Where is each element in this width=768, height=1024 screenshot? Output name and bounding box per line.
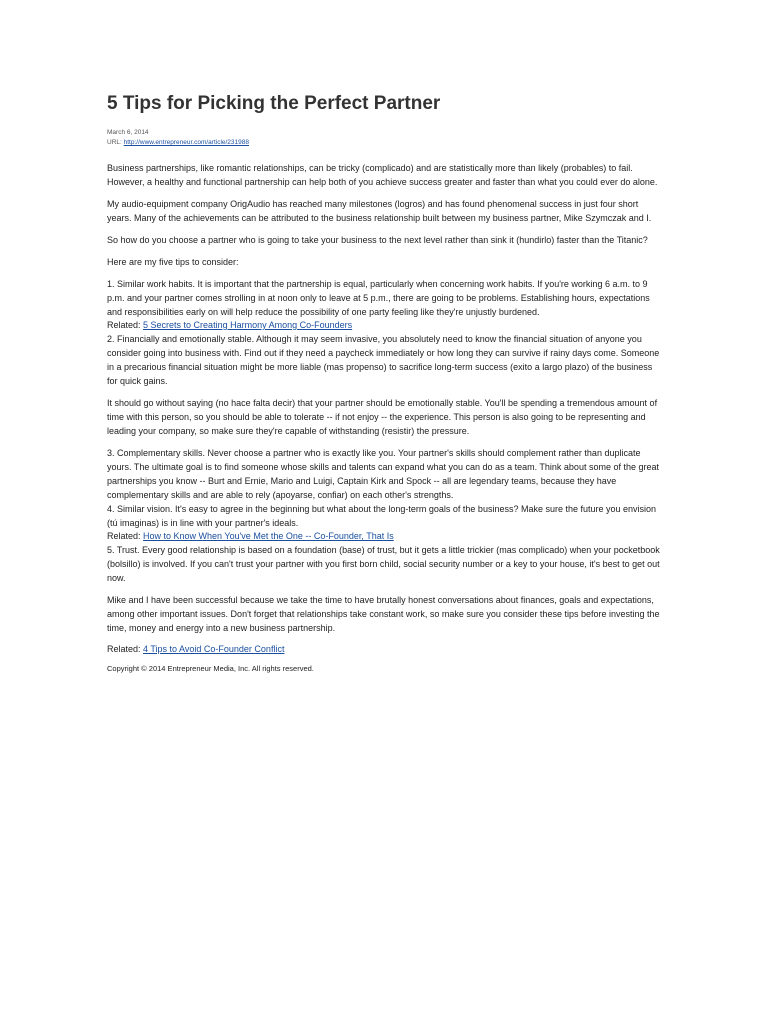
- related-label: Related:: [107, 531, 144, 541]
- article-date: March 6, 2014: [107, 129, 149, 136]
- article-meta: [107, 128, 663, 148]
- related-line-2: [107, 530, 663, 543]
- tip-2-paragraph: 2. Financially and emotionally stable. Although it may seem invasive, you absolutely need to know the financial situation of anyone you consider going into business with. Find out if they need a paycheck immediately or how long they can survive if rainy days come. Someone in a precarious financial situation might be more liable (mas propenso) to sacrifice long-term success (exito a largo plazo) of the business for quick gains.: [107, 334, 660, 386]
- copyright-notice: Copyright © 2014 Entrepreneur Media, Inc. All rights reserved.: [107, 664, 314, 673]
- tip-1-paragraph: 1. Similar work habits. It is important that the partnership is equal, particularly when concerning work habits. If you're working 6 a.m. to 9 p.m. and your partner comes strolling in at noon only to leave at 5 p.m., there are going to be problems. Establishing hours, expectations and responsibilities early on will help reduce the possibility of one party feeling like they're unjustly burdened.: [107, 279, 650, 317]
- tip-5-paragraph: 5. Trust. Every good relationship is based on a foundation (base) of trust, but it gets a little trickier (mas complicado) when your pocketbook (bolsillo) is involved. If you can't trust your partner with you first born child, social security number or a key to your house, it's best to get out now.: [107, 545, 660, 583]
- tip-4-paragraph: 4. Similar vision. It's easy to agree in the beginning but what about the long-term goals of the business? Make sure the future you envision (tú imaginas) is in line with your partner's ideals.: [107, 504, 657, 528]
- article-title: 5 Tips for Picking the Perfect Partner: [107, 93, 441, 114]
- intro-paragraph-4: Here are my five tips to consider:: [107, 257, 239, 267]
- related-label: Related:: [107, 320, 144, 330]
- tip-2b-paragraph: It should go without saying (no hace falta decir) that your partner should be emotionally stable. You'll be spending a tremendous amount of time with this person, so you should be able to tolerate -- if not enjoy -- the experience. This person is also going to be representing and leading your company, so make sure they're capable of withstanding (resistir) the pressure.: [107, 398, 658, 436]
- intro-paragraph-2: My audio-equipment company OrigAudio has reached many milestones (logros) and has found phenomenal success in just four short years. Many of the achievements can be attributed to the business relationship built between my business partner, Mike Szymczak and I.: [107, 199, 652, 223]
- tip-3-paragraph: 3. Complementary skills. Never choose a partner who is exactly like you. Your partner's skills should complement rather than duplicate yours. The ultimate goal is to find someone whose skills and talents can expand what you can do as a team. Think about some of the great partnerships you know -- Burt and Ernie, Mario and Luigi, Captain Kirk and Spock -- all are legendary teams, because they have complementary skills and are able to rely (apoyarse, confiar) on each other's strengths.: [107, 448, 659, 500]
- related-line-3: [107, 643, 663, 656]
- related-link-2[interactable]: How to Know When You've Met the One -- Co-Founder, That Is: [143, 531, 394, 541]
- closing-paragraph: Mike and I have been successful because we take the time to have brutally honest conversations about finances, goals and expectations, among other important issues. Don't forget that relationships take constant work, so make sure you consider these tips before investing the time, money and energy into a new business partnership.: [107, 595, 660, 633]
- intro-paragraph-1: Business partnerships, like romantic relationships, can be tricky (complicado) and are statistically more than likely (probables) to fail. However, a healthy and functional partnership can help both of you achieve success greater and faster than what you could ever do alone.: [107, 163, 658, 187]
- article-url-line: [107, 138, 663, 148]
- related-link-1[interactable]: 5 Secrets to Creating Harmony Among Co-Founders: [143, 320, 353, 330]
- article: [107, 92, 663, 673]
- article-url-link[interactable]: http://www.entrepreneur.com/article/231988: [123, 139, 250, 146]
- related-label: Related:: [107, 644, 144, 654]
- related-line-1: [107, 319, 663, 332]
- intro-paragraph-3: So how do you choose a partner who is going to take your business to the next level rather than sink it (hundirlo) faster than the Titanic?: [107, 235, 648, 245]
- url-label: URL:: [107, 139, 124, 146]
- related-link-3[interactable]: 4 Tips to Avoid Co-Founder Conflict: [143, 644, 285, 654]
